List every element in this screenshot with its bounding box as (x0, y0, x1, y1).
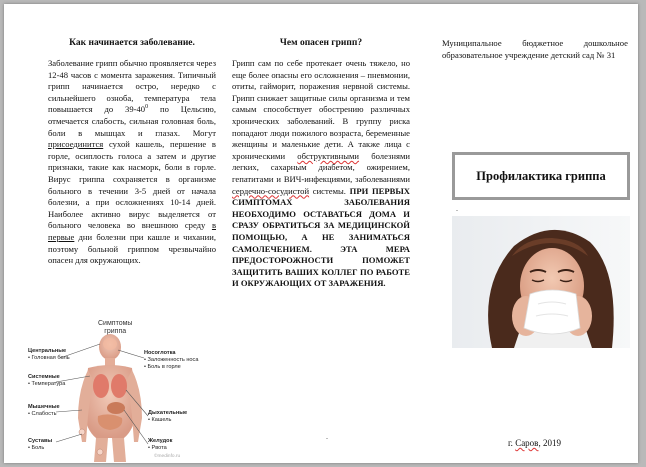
label-systemic-text: • Температура (28, 381, 66, 387)
diagram-watermark: ©medinfo.ru (154, 454, 181, 459)
diagram-title-line2: гриппа (104, 328, 127, 335)
human-body-illustration (26, 320, 216, 462)
city-prefix: г. (508, 438, 516, 448)
flu-symptoms-diagram (26, 320, 216, 462)
degree-superscript: 0 (145, 104, 149, 111)
spellcheck-word-obstructive: обструктивными (297, 150, 360, 161)
label-nasopharynx-text: • Заложенность носа • Боль в горле (144, 357, 199, 370)
column-cover (442, 38, 628, 61)
leaflet-title: Профилактика гриппа (476, 168, 606, 183)
city-name: Саров (515, 438, 539, 448)
column1-text-part4: дни болезни при кашле и чихании, поэтому больной гриппом чрезвычайно опасен для окружающих. (48, 231, 216, 266)
underlined-word-first-days: в первые (48, 220, 216, 242)
label-systemic (28, 374, 65, 388)
label-central-head: Центральные (28, 348, 67, 354)
label-central-text: • Головная боль (28, 355, 70, 361)
city-year-suffix: , 2019 (538, 438, 561, 448)
column2-heading: Чем опасен грипп? (279, 38, 363, 48)
label-muscle-head: Мышечные (28, 404, 60, 410)
label-central (28, 348, 70, 362)
column-why-flu-is-dangerous (232, 38, 410, 290)
label-muscle-text: • Слабость (28, 411, 57, 417)
label-stomach (148, 438, 172, 452)
label-stomach-head: Желудок (148, 438, 173, 444)
sneezing-woman-photo (452, 216, 630, 348)
label-stomach-text: • Рвота (148, 445, 167, 451)
label-respiratory-text: • Кашель (148, 417, 172, 423)
column2-text (232, 58, 410, 290)
city-year (508, 438, 561, 448)
column2-text-part1: Грипп сам по себе протекает очень тяжело, но еще более опасны его осложнения – пневмонии, отиты, гайморит, поражения нервной системы. Грипп снижает защитные силы организма и тем самым способствует обострению различных хронических заболеваний. В группу риска попадают люди пожилого возраста, беременные женщины и маленькие дети. А также лица с хроническими (232, 58, 410, 161)
column1-text-part1: Заболевание грипп обычно проявляется через 12-48 часов с момента заражения. Типичный грипп начинается остро, нередко с сильнейшего озноба, температура тела повышается до 39-40 (48, 58, 216, 115)
column1-text (48, 58, 216, 267)
column2-warning-text: ПРИ ПЕРВЫХ СИМПТОМАХ ЗАБОЛЕВАНИЯ НЕОБХОДИМО ОСТАВАТЬСЯ ДОМА И СРАЗУ ОБРАТИТЬСЯ ЗА МЕДИЦИНСКОЙ ПОМОЩЬЮ, А НЕ ЗАНИМАТЬСЯ САМОЛЕЧЕНИЕМ. ЭТА МЕРА ПРЕДОСТОРОЖНОСТИ ПОМОЖЕТ ЗАЩИТИТЬ ВАШИХ КОЛЛЕГ ПО РАБОТЕ И ОКРУЖАЮЩИХ ОТ ЗАРАЖЕНИЯ. (232, 185, 410, 289)
label-respiratory (148, 410, 187, 424)
label-respiratory-head: Дыхательные (148, 410, 188, 416)
label-systemic-head: Системные (28, 374, 60, 380)
label-nasopharynx-head: Носоглотка (144, 350, 176, 356)
label-joints-text: • Боль (28, 445, 45, 451)
diagram-title-line1: Симптомы (98, 320, 133, 327)
label-nasopharynx (144, 350, 198, 371)
diagram-title (98, 320, 132, 336)
column2-text-part2: болезнями легких, сахарным диабетом, ожирением, гепатитами и ВИЧ-инфекциями, заболеваниями (232, 150, 410, 184)
label-muscle (28, 404, 60, 418)
label-joints-head: Суставы (28, 438, 53, 444)
underlined-word-join: присоединится (48, 139, 104, 150)
column1-text-part3: сухой кашель, першение в горле, осиплость голоса а затем и другие признаки, такие как насморк, боли в горле. Вирус гриппа сохраняется в организме больного в течении 3-5 дней от начала болезни, а при осложнениях 10-14 дней. Наиболее активно вирус выделяется от больного человека во внешнюю среду (48, 139, 216, 231)
spellcheck-word-cardiovascular: сердечно-сосудистой (232, 185, 310, 196)
stray-dot-bottom: . (326, 432, 328, 441)
column1-heading: Как начинается заболевание. (69, 38, 195, 48)
stray-dot: . (456, 204, 458, 213)
label-joints (28, 438, 52, 452)
column1-text-part2: по Цельсию, отмечается слабость, сильная головная боль, боли в мышцах и глазах. Могут (48, 104, 216, 138)
column-how-disease-starts (48, 38, 216, 267)
document-page (4, 4, 638, 463)
column2-text-part3: системы. (309, 185, 350, 196)
organization-name: Муниципальное бюджетное дошкольное образовательное учреждение детский сад № 31 (442, 38, 628, 60)
leaflet-title-box (452, 152, 630, 200)
